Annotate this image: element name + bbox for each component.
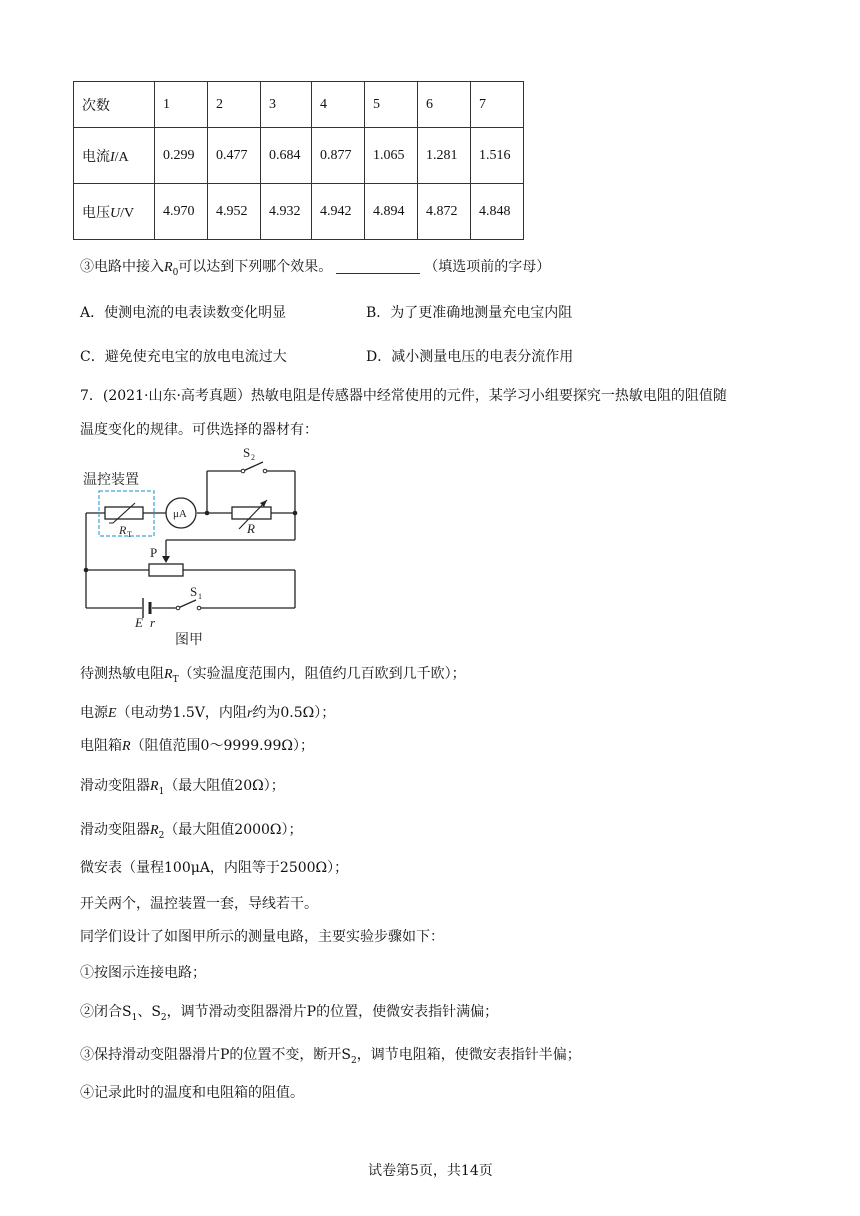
table-cell: 4.952 xyxy=(208,184,261,240)
rt-label: R xyxy=(119,523,127,537)
circuit-diagram xyxy=(75,445,310,653)
table-cell: 4 xyxy=(312,82,365,128)
row-header: 次数 xyxy=(74,82,155,128)
answer-blank[interactable] xyxy=(336,259,420,274)
resistance-box-symbol xyxy=(232,507,271,519)
table-cell: 4.848 xyxy=(471,184,524,240)
figure-caption: 图甲 xyxy=(175,632,203,648)
table-cell: 0.877 xyxy=(312,128,365,184)
table-cell: 3 xyxy=(261,82,312,128)
table-cell: 4.942 xyxy=(312,184,365,240)
material-rheostat-2: 滑动变阻器$R_2$（最大阻值2000Ω）； xyxy=(80,822,303,841)
question-3: ③电路中接入$R_0$可以达到下列哪个效果。 （填选项前的字母） xyxy=(80,259,551,278)
data-table xyxy=(73,81,524,240)
step-4: ④记录此时的温度和电阻箱的阻值。 xyxy=(80,1085,304,1101)
table-cell: 1.516 xyxy=(471,128,524,184)
table-row xyxy=(74,82,524,128)
material-thermistor: 待测热敏电阻$R_T$（实验温度范围内，阻值约几百欧到几千欧）； xyxy=(80,666,466,685)
table-cell: 0.299 xyxy=(155,128,208,184)
table-row xyxy=(74,128,524,184)
material-switches: 开关两个，温控装置一套，导线若干。 xyxy=(80,896,318,912)
junction-dot xyxy=(293,511,298,516)
table-cell: 5 xyxy=(365,82,418,128)
step-2: ②闭合$S_1$、$S_2$，调节滑动变阻器滑片P的位置，使微安表指针满偏； xyxy=(80,1004,499,1023)
s2-sub: 2 xyxy=(251,453,255,462)
r-label: R xyxy=(247,521,255,536)
option-b: B．为了更准确地测量充电宝内阻 xyxy=(366,305,573,321)
junction-dot xyxy=(205,511,210,516)
table-cell: 4.872 xyxy=(418,184,471,240)
table-cell: 7 xyxy=(471,82,524,128)
s1-sub: 1 xyxy=(198,592,202,601)
row-header: 电流I/A xyxy=(74,128,155,184)
question-7-line1: 7．(2021·山东·高考真题）热敏电阻是传感器中经常使用的元件，某学习小组要探究一热敏电阻的阻值随 xyxy=(80,388,727,404)
row-header: 电压U/V xyxy=(74,184,155,240)
temp-control-label: 温控装置 xyxy=(83,472,139,488)
meter-label: μA xyxy=(173,508,187,520)
material-rheostat-1: 滑动变阻器$R_1$（最大阻值20Ω）； xyxy=(80,778,285,797)
table-cell: 1 xyxy=(155,82,208,128)
s2-contact xyxy=(263,469,267,473)
option-c: C．避免使充电宝的放电电流过大 xyxy=(80,349,287,365)
s1-label: S xyxy=(190,584,198,599)
table-cell: 0.477 xyxy=(208,128,261,184)
r-internal-label: r xyxy=(150,615,156,630)
step-3: ③保持滑动变阻器滑片P的位置不变，断开$S_2$，调节电阻箱，使微安表指针半偏； xyxy=(80,1047,581,1066)
question-7-line2: 温度变化的规律。可供选择的器材有： xyxy=(80,422,318,438)
material-microammeter: 微安表（量程100μA，内阻等于2500Ω）； xyxy=(80,860,349,876)
table-cell: 2 xyxy=(208,82,261,128)
option-d: D．减小测量电压的电表分流作用 xyxy=(366,349,574,365)
s2-contact xyxy=(241,469,245,473)
table-cell: 0.684 xyxy=(261,128,312,184)
steps-intro: 同学们设计了如图甲所示的测量电路，主要实验步骤如下： xyxy=(80,929,444,945)
option-a: A．使测电流的电表读数变化明显 xyxy=(80,305,287,321)
table-cell: 1.281 xyxy=(418,128,471,184)
table-cell: 4.970 xyxy=(155,184,208,240)
table-cell: 1.065 xyxy=(365,128,418,184)
page-footer: 试卷第5页，共14页 xyxy=(368,1163,493,1179)
slider-p-arrow xyxy=(162,556,170,563)
s2-label: S xyxy=(243,445,251,460)
junction-dot xyxy=(84,568,89,573)
material-power-source: 电源E（电动势1.5V，内阻r约为0.5Ω）； xyxy=(80,705,336,721)
table-cell: 4.894 xyxy=(365,184,418,240)
s1-contact xyxy=(176,606,180,610)
material-resistance-box: 电阻箱R（阻值范围0～9999.99Ω）； xyxy=(80,738,314,754)
p-label: P xyxy=(150,545,158,560)
table-cell: 6 xyxy=(418,82,471,128)
s1-contact xyxy=(197,606,201,610)
rheostat-symbol xyxy=(149,564,183,576)
table-row xyxy=(74,184,524,240)
step-1: ①按图示连接电路； xyxy=(80,965,206,981)
table-cell: 4.932 xyxy=(261,184,312,240)
rt-sub: T xyxy=(127,530,132,539)
e-label: E xyxy=(135,615,143,630)
